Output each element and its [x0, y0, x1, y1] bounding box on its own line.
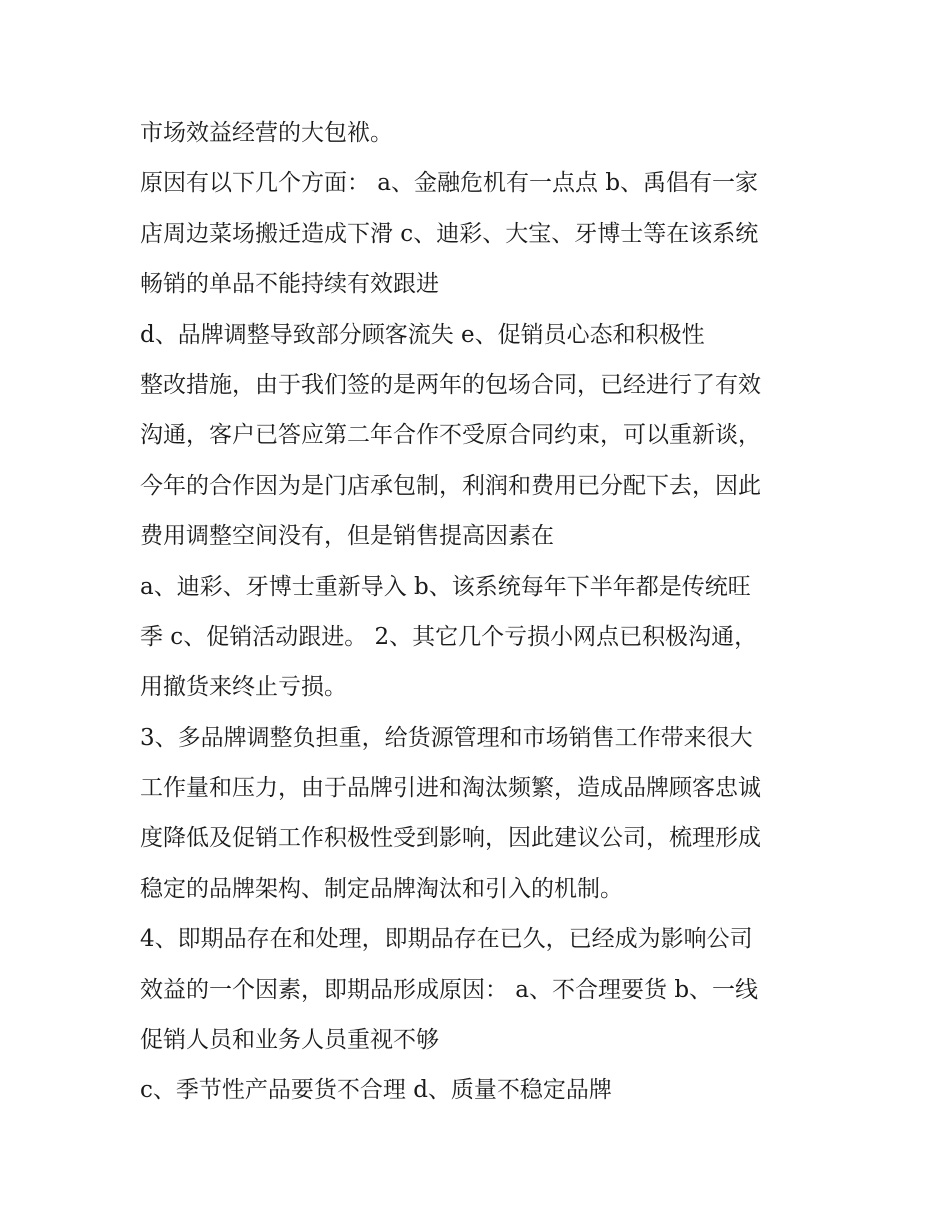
- document-body: [140, 108, 830, 1116]
- text-line: 季 c、促销活动跟进。 2、其它几个亏损小网点已积极沟通，: [140, 623, 758, 650]
- text-line: 4、即期品存在和处理，即期品存在已久，已经成为影响公司: [140, 926, 753, 953]
- text-line: 店周边菜场搬迁造成下滑 c、迪彩、大宝、牙博士等在该系统: [140, 220, 759, 247]
- text-line: 度降低及促销工作积极性受到影响，因此建议公司，梳理形成: [140, 825, 761, 852]
- text-line: 今年的合作因为是门店承包制，利润和费用已分配下去，因此: [140, 472, 761, 499]
- text-line: 促销人员和业务人员重视不够: [140, 1027, 439, 1054]
- text-line: 费用调整空间没有，但是销售提高因素在: [140, 523, 554, 550]
- text-line: c、季节性产品要货不合理 d、质量不稳定品牌: [140, 1077, 612, 1104]
- text-line: 稳定的品牌架构、制定品牌淘汰和引入的机制。: [140, 875, 623, 902]
- text-line: 沟通，客户已答应第二年合作不受原合同约束，可以重新谈，: [140, 422, 761, 449]
- text-line: d、品牌调整导致部分顾客流失 e、促销员心态和积极性: [140, 321, 705, 348]
- text-line: 用撤货来终止亏损。: [140, 674, 347, 701]
- text-line: 市场效益经营的大包袱。: [140, 120, 393, 146]
- text-line: a、迪彩、牙博士重新导入 b、该系统每年下半年都是传统旺: [140, 573, 751, 600]
- text-line: 效益的一个因素，即期品形成原因： a、不合理要货 b、一线: [140, 976, 759, 1003]
- text-line: 畅销的单品不能持续有效跟进: [140, 271, 439, 298]
- text-line: 整改措施，由于我们签的是两年的包场合同，已经进行了有效: [140, 371, 761, 398]
- text-line: 原因有以下几个方面： a、金融危机有一点点 b、禹倡有一家: [140, 170, 759, 197]
- text-line: 3、多品牌调整负担重，给货源管理和市场销售工作带来很大: [140, 724, 753, 751]
- text-line: 工作量和压力，由于品牌引进和淘汰频繁，造成品牌顾客忠诚: [140, 775, 761, 802]
